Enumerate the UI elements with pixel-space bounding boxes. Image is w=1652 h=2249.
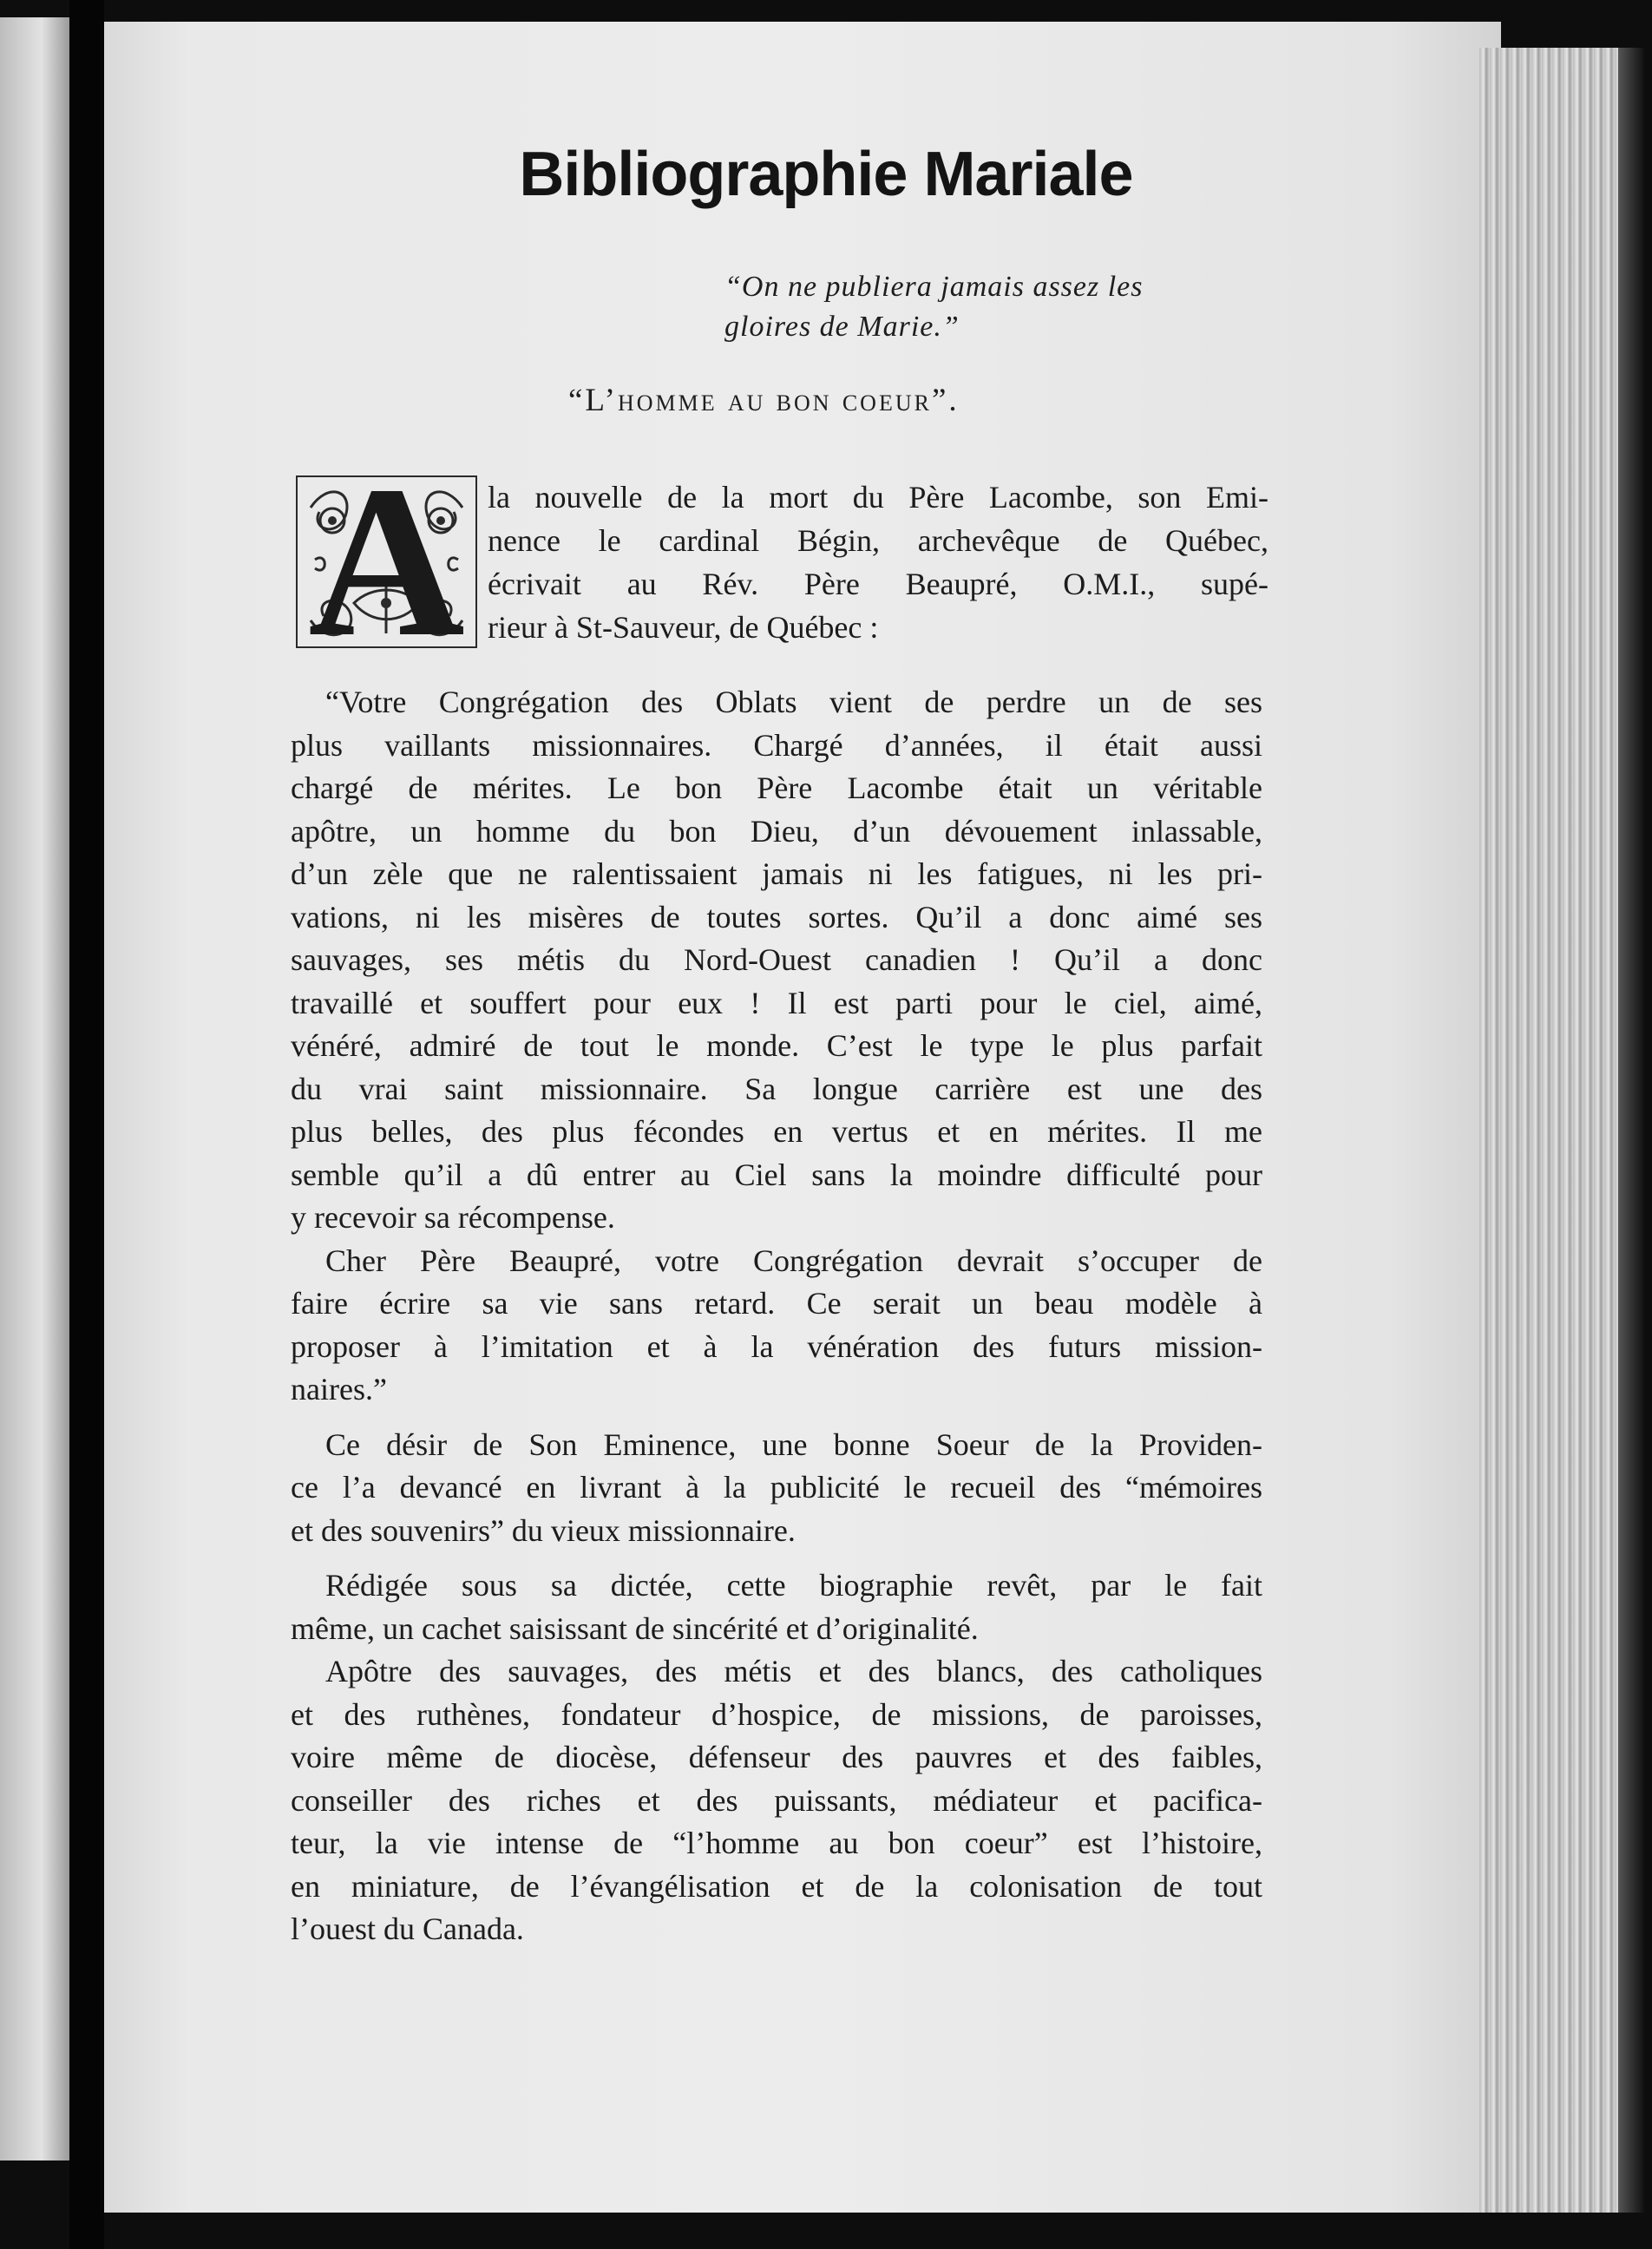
epigraph xyxy=(724,267,1245,347)
text-line: “Votre Congrégation des Oblats vient de perdre un de ses xyxy=(325,685,1262,719)
text-line: proposer à l’imitation et à la vénération des futurs mission- xyxy=(291,1328,1262,1364)
text-line: voire même de diocèse, défenseur des pauvres et des faibles, xyxy=(291,1740,1262,1774)
text-line: apôtre, un homme du bon Dieu, d’un dévouement inlassable, xyxy=(291,813,1262,849)
intro-paragraph xyxy=(488,475,1268,649)
text-line: chargé de mérites. Le bon Père Lacombe était un véritable xyxy=(291,770,1262,805)
text-line: Apôtre des sauvages, des métis et des blancs, des catholiques xyxy=(325,1654,1262,1688)
epigraph-line-1: “On ne publiera jamais assez les xyxy=(724,271,1144,303)
paragraph xyxy=(291,681,1262,1240)
text-line: y recevoir sa récompense. xyxy=(291,1200,615,1235)
text-line: du vrai saint missionnaire. Sa longue carrière est une des xyxy=(291,1071,1262,1106)
page-title: Bibliographie Mariale xyxy=(519,140,1133,209)
intro-line: écrivait au Rév. Père Beaupré, O.M.I., supé- xyxy=(488,567,1268,601)
text-line: d’un zèle que ne ralentissaient jamais ni les fatigues, ni les pri- xyxy=(291,856,1262,891)
text-line: plus vaillants missionnaires. Chargé d’années, il était aussi xyxy=(291,727,1262,763)
text-line: vénéré, admiré de tout le monde. C’est le type le plus parfait xyxy=(291,1028,1262,1063)
text-line: ce l’a devancé en livrant à la publicité le recueil des “mémoires xyxy=(291,1470,1262,1505)
floral-ornament-icon xyxy=(293,442,480,682)
section-heading xyxy=(568,382,960,419)
text-line: l’ouest du Canada. xyxy=(291,1911,524,1946)
page-edges-shadow xyxy=(1618,48,1644,2213)
text-line: Ce désir de Son Eminence, une bonne Soeur de la Providen- xyxy=(325,1426,1262,1462)
drop-cap-letter: A xyxy=(308,442,465,682)
intro-line: la nouvelle de la mort du Père Lacombe, son Emi- xyxy=(488,480,1268,515)
ornamental-drop-cap xyxy=(293,442,480,682)
intro-line: rieur à St-Sauveur, de Québec : xyxy=(488,610,879,645)
text-line: plus belles, des plus fécondes en vertus et en mérites. Il me xyxy=(291,1114,1262,1149)
text-line: Cher Père Beaupré, votre Congrégation devrait s’occuper de xyxy=(325,1243,1262,1278)
text-line: faire écrire sa vie sans retard. Ce serait un beau modèle à xyxy=(291,1286,1262,1321)
body-text xyxy=(291,681,1262,1951)
text-line: même, un cachet saisissant de sincérité et d’originalité. xyxy=(291,1610,979,1646)
section-heading-words: homme au bon coeur xyxy=(617,383,932,418)
text-line: teur, la vie intense de “l’homme au bon coeur” est l’histoire, xyxy=(291,1826,1262,1860)
text-line: vations, ni les misères de toutes sortes. Qu’il a donc aimé ses xyxy=(291,899,1262,934)
text-line: sauvages, ses métis du Nord-Ouest canadien ! Qu’il a donc xyxy=(291,942,1262,977)
paragraph-gap xyxy=(291,1412,1262,1424)
previous-page-edge xyxy=(0,17,69,2160)
book-gutter xyxy=(69,0,104,2249)
stacked-page-edges xyxy=(1479,48,1618,2213)
text-line: travaillé et souffert pour eux ! Il est parti pour le ciel, aimé, xyxy=(291,985,1262,1020)
text-line: en miniature, de l’évangélisation et de la colonisation de tout xyxy=(291,1868,1262,1904)
paragraph xyxy=(291,1240,1262,1412)
paragraph xyxy=(291,1424,1262,1553)
text-line: conseiller des riches et des puissants, médiateur et pacifica- xyxy=(291,1782,1262,1818)
text-line: semble qu’il a dû entrer au Ciel sans la moindre difficulté pour xyxy=(291,1157,1262,1192)
text-line: naires.” xyxy=(291,1372,387,1406)
text-line: et des souvenirs” du vieux missionnaire. xyxy=(291,1512,796,1548)
paragraph xyxy=(291,1650,1262,1951)
paragraph-gap xyxy=(291,1552,1262,1564)
section-heading-open: “L’ xyxy=(568,383,618,418)
text-line: Rédigée sous sa dictée, cette biographie revêt, par le fait xyxy=(325,1568,1262,1603)
section-heading-close: ”. xyxy=(931,383,960,418)
paragraph xyxy=(291,1564,1262,1650)
intro-line: nence le cardinal Bégin, archevêque de Québec, xyxy=(488,523,1268,558)
text-line: et des ruthènes, fondateur d’hospice, de missions, de paroisses, xyxy=(291,1696,1262,1732)
epigraph-line-2: gloires de Marie.” xyxy=(724,311,960,343)
